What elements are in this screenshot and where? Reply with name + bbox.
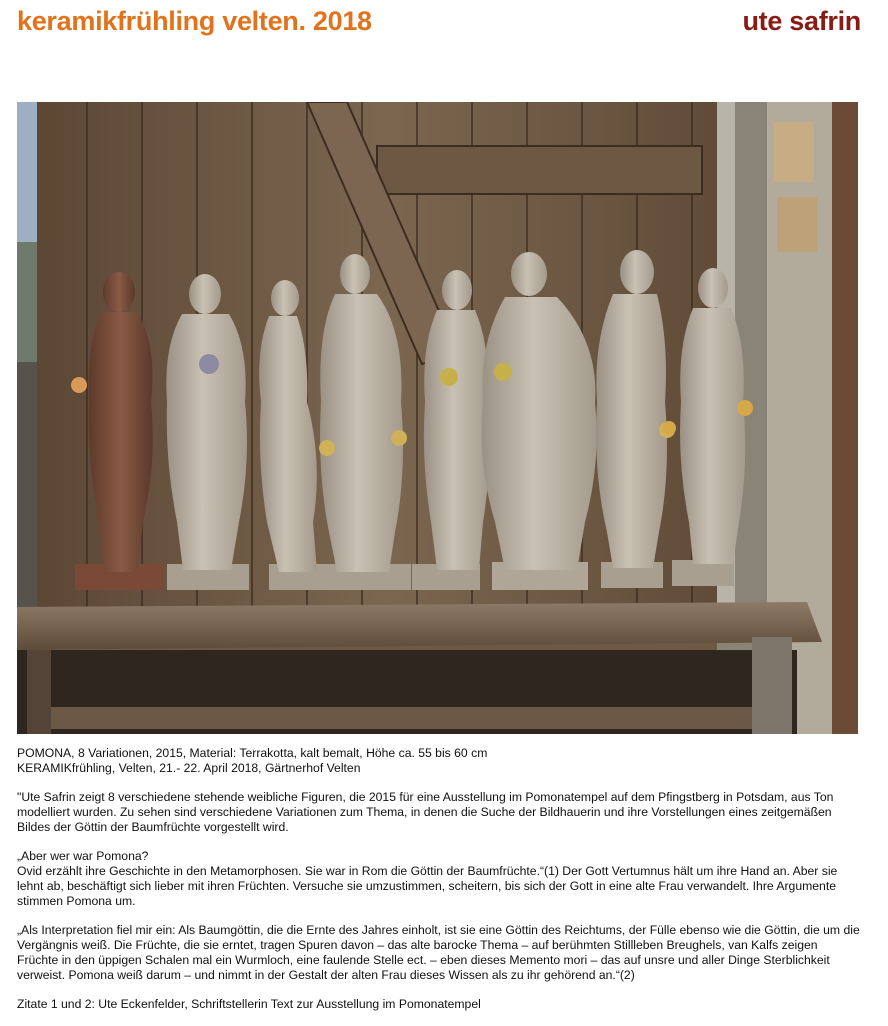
caption-line-2: KERAMIKfrühling, Velten, 21.- 22. April 2018, Gärtnerhof Velten	[17, 761, 361, 775]
ovid-paragraph	[17, 849, 862, 909]
sculpture-photo	[17, 102, 858, 734]
caption	[17, 746, 862, 776]
interpretation-paragraph: „Als Interpretation fiel mir ein: Als Baumgöttin, die die Ernte des Jahres einholt, ist sie eine Göttin des Reichtums, der Fülle ebenso wie die Göttin, die um die Vergängnis weiß. Die Früchte, die sie erntet, tragen Spuren davon – das alte barocke Thema – auf berühmten Stillleben Breughels, van Kalfs zeigen Früchte in den üppigen Schalen mal ein Wurmloch, eine faulende Stelle ect. – eben dieses Memento mori – das auf unsre und aller Dinge Sterblichkeit verweist. Pomona weiß darum – und nimmt in der Gestalt der alten Frau dieses Wissen als zu ihr gehörend an.“(2)	[17, 923, 860, 982]
citation: Zitate 1 und 2: Ute Eckenfelder, Schriftstellerin Text zur Ausstellung im Pomonatempel	[17, 997, 481, 1011]
page-title: keramikfrühling velten. 2018	[17, 6, 372, 36]
description-text	[17, 746, 862, 1026]
caption-line-1: POMONA, 8 Variationen, 2015, Material: Terrakotta, kalt bemalt, Höhe ca. 55 bis 60 cm	[17, 746, 488, 760]
ovid-text: Ovid erzählt ihre Geschichte in den Metamorphosen. Sie war in Rom die Göttin der Baumfrüchte.“(1) Der Gott Vertumnus hält um ihre Hand an. Aber sie lehnt ab, beschäftigt sich lieber mit ihren Früchten. Versuche sie umzustimmen, scheitern, bis sich der Gott in eine alte Frau verwandelt. Ihre Argumente stimmen Pomona um.	[17, 864, 838, 908]
question-line: „Aber wer war Pomona?	[17, 849, 149, 863]
artist-name[interactable]: ute safrin	[742, 6, 861, 36]
intro-paragraph: "Ute Safrin zeigt 8 verschiedene stehende weibliche Figuren, die 2015 für eine Ausstellung im Pomonatempel auf dem Pfingstberg in Potsdam, aus Ton modelliert wurden. Zu sehen sind verschiedene Variationen zum Thema, in denen die Suche der Bildhauerin und ihre Vorstellungen eines zeitgemäßen Bildes der Göttin der Baumfrüchte vorgestellt wird.	[17, 790, 834, 834]
